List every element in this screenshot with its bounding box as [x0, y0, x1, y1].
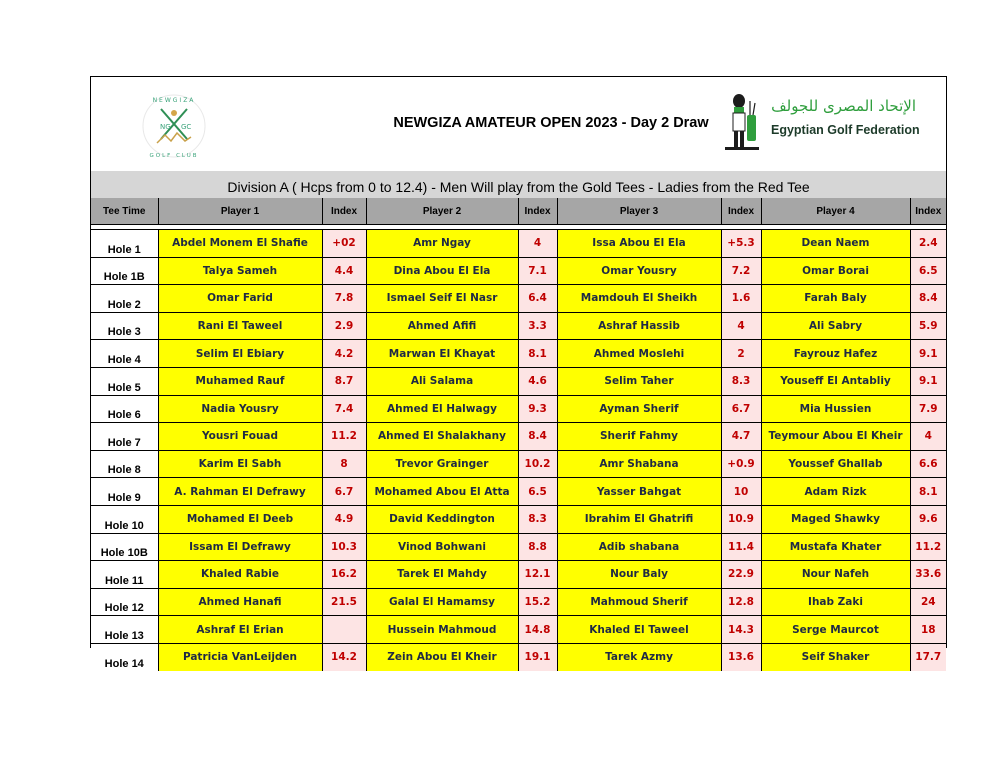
index-cell: 7.4 [322, 395, 366, 423]
player-cell: Issam El Defrawy [158, 533, 322, 561]
player-cell: Talya Sameh [158, 257, 322, 285]
player-cell: Khaled Rabie [158, 561, 322, 589]
index-cell: 8.3 [721, 367, 761, 395]
table-row [91, 257, 946, 285]
player-cell: Zein Abou El Kheir [366, 643, 518, 670]
player-cell: Nour Nafeh [761, 561, 910, 589]
tee-time-cell: Hole 10B [91, 533, 158, 561]
player-cell: Mohamed El Deeb [158, 505, 322, 533]
table-row [91, 450, 946, 478]
player-cell: Trevor Grainger [366, 450, 518, 478]
player-cell: Ashraf El Erian [158, 616, 322, 644]
index-cell: 8.3 [518, 505, 557, 533]
player-cell: Ashraf Hassib [557, 312, 721, 340]
draw-table [91, 198, 946, 671]
column-header: Index [910, 198, 946, 225]
player-cell: Youssef Ghallab [761, 450, 910, 478]
index-cell: 14.8 [518, 616, 557, 644]
index-cell: 16.2 [322, 561, 366, 589]
federation-name-english: Egyptian Golf Federation [771, 123, 920, 137]
player-cell: Muhamed Rauf [158, 367, 322, 395]
player-cell: Dean Naem [761, 230, 910, 258]
index-cell: 6.5 [518, 478, 557, 506]
player-cell: Omar Farid [158, 285, 322, 313]
index-cell: 10.9 [721, 505, 761, 533]
index-cell: 9.1 [910, 367, 946, 395]
player-cell: Maged Shawky [761, 505, 910, 533]
index-cell: 4.7 [721, 423, 761, 451]
player-cell: Ahmed Afifi [366, 312, 518, 340]
index-cell: 17.7 [910, 643, 946, 670]
player-cell: Galal El Hamamsy [366, 588, 518, 616]
index-cell: 8.1 [518, 340, 557, 368]
index-cell: 7.2 [721, 257, 761, 285]
player-cell: Ahmed Hanafi [158, 588, 322, 616]
index-cell: 4 [721, 312, 761, 340]
player-cell: Ayman Sherif [557, 395, 721, 423]
column-header: Player 4 [761, 198, 910, 225]
player-cell: Serge Maurcot [761, 616, 910, 644]
index-cell [322, 616, 366, 644]
index-cell: 4.2 [322, 340, 366, 368]
table-row [91, 423, 946, 451]
player-cell: Hussein Mahmoud [366, 616, 518, 644]
column-header: Player 3 [557, 198, 721, 225]
index-cell: 18 [910, 616, 946, 644]
index-cell: +5.3 [721, 230, 761, 258]
index-cell: 7.8 [322, 285, 366, 313]
player-cell: Khaled El Taweel [557, 616, 721, 644]
table-row [91, 395, 946, 423]
tee-time-cell: Hole 1 [91, 230, 158, 258]
player-cell: Ali Salama [366, 367, 518, 395]
index-cell: 33.6 [910, 561, 946, 589]
tee-time-cell: Hole 11 [91, 561, 158, 589]
index-cell: 12.1 [518, 561, 557, 589]
column-header: Index [518, 198, 557, 225]
player-cell: Yousri Fouad [158, 423, 322, 451]
player-cell: Ahmed El Halwagy [366, 395, 518, 423]
table-row [91, 478, 946, 506]
player-cell: Sherif Fahmy [557, 423, 721, 451]
index-cell: 9.6 [910, 505, 946, 533]
index-cell: +02 [322, 230, 366, 258]
index-cell: 5.9 [910, 312, 946, 340]
index-cell: 9.1 [910, 340, 946, 368]
column-header: Index [721, 198, 761, 225]
svg-text:GOLF CLUB: GOLF CLUB [149, 153, 199, 159]
tee-time-cell: Hole 13 [91, 616, 158, 644]
table-row [91, 616, 946, 644]
index-cell: 2.9 [322, 312, 366, 340]
player-cell: Tarek Azmy [557, 643, 721, 670]
player-cell: Patricia VanLeijden [158, 643, 322, 670]
division-banner: Division A ( Hcps from 0 to 12.4) - Men Will play from the Gold Tees - Ladies from the Red Tee [91, 171, 946, 199]
index-cell: 19.1 [518, 643, 557, 670]
tee-time-cell: Hole 7 [91, 423, 158, 451]
index-cell: 6.7 [721, 395, 761, 423]
table-row [91, 312, 946, 340]
index-cell: 24 [910, 588, 946, 616]
player-cell: Adam Rizk [761, 478, 910, 506]
table-row [91, 367, 946, 395]
egyptian-golf-federation-logo [719, 93, 919, 153]
index-cell: 6.5 [910, 257, 946, 285]
tee-time-cell: Hole 2 [91, 285, 158, 313]
table-body [91, 225, 946, 671]
player-cell: Adib shabana [557, 533, 721, 561]
pharaoh-golfer-icon [719, 93, 763, 151]
svg-text:NG: NG [160, 123, 171, 131]
player-cell: Fayrouz Hafez [761, 340, 910, 368]
index-cell: 11.2 [910, 533, 946, 561]
player-cell: Ibrahim El Ghatrifi [557, 505, 721, 533]
index-cell: 8.4 [518, 423, 557, 451]
player-cell: Issa Abou El Ela [557, 230, 721, 258]
player-cell: A. Rahman El Defrawy [158, 478, 322, 506]
index-cell: 11.2 [322, 423, 366, 451]
tee-time-cell: Hole 4 [91, 340, 158, 368]
index-cell: 8.1 [910, 478, 946, 506]
tee-time-cell: Hole 6 [91, 395, 158, 423]
tee-time-cell: Hole 10 [91, 505, 158, 533]
index-cell: 8.4 [910, 285, 946, 313]
player-cell: Abdel Monem El Shafie [158, 230, 322, 258]
tee-time-cell: Hole 1B [91, 257, 158, 285]
player-cell: Ismael Seif El Nasr [366, 285, 518, 313]
index-cell: 7.1 [518, 257, 557, 285]
player-cell: Teymour Abou El Kheir [761, 423, 910, 451]
federation-name-arabic: الإتحاد المصرى للجولف [771, 97, 916, 115]
index-cell: 1.6 [721, 285, 761, 313]
player-cell: Selim El Ebiary [158, 340, 322, 368]
player-cell: Mohamed Abou El Atta [366, 478, 518, 506]
index-cell: 22.9 [721, 561, 761, 589]
index-cell: +0.9 [721, 450, 761, 478]
player-cell: Ihab Zaki [761, 588, 910, 616]
index-cell: 13.6 [721, 643, 761, 670]
index-cell: 8.7 [322, 367, 366, 395]
index-cell: 3.3 [518, 312, 557, 340]
index-cell: 7.9 [910, 395, 946, 423]
player-cell: Marwan El Khayat [366, 340, 518, 368]
index-cell: 4.9 [322, 505, 366, 533]
index-cell: 8 [322, 450, 366, 478]
tee-time-cell: Hole 5 [91, 367, 158, 395]
player-cell: Nadia Yousry [158, 395, 322, 423]
player-cell: Ahmed Moslehi [557, 340, 721, 368]
player-cell: Karim El Sabh [158, 450, 322, 478]
player-cell: Dina Abou El Ela [366, 257, 518, 285]
player-cell: Mia Hussien [761, 395, 910, 423]
player-cell: Yasser Bahgat [557, 478, 721, 506]
index-cell: 4.6 [518, 367, 557, 395]
index-cell: 4.4 [322, 257, 366, 285]
index-cell: 8.8 [518, 533, 557, 561]
index-cell: 10.3 [322, 533, 366, 561]
column-header: Player 2 [366, 198, 518, 225]
player-cell: Rani El Taweel [158, 312, 322, 340]
column-header: Index [322, 198, 366, 225]
tee-time-cell: Hole 9 [91, 478, 158, 506]
table-row [91, 505, 946, 533]
table-row [91, 561, 946, 589]
tee-time-cell: Hole 3 [91, 312, 158, 340]
index-cell: 4 [910, 423, 946, 451]
index-cell: 2 [721, 340, 761, 368]
player-cell: Mahmoud Sherif [557, 588, 721, 616]
index-cell: 9.3 [518, 395, 557, 423]
player-cell: Omar Borai [761, 257, 910, 285]
column-header: Player 1 [158, 198, 322, 225]
index-cell: 21.5 [322, 588, 366, 616]
table-row [91, 588, 946, 616]
tee-time-cell: Hole 8 [91, 450, 158, 478]
index-cell: 6.7 [322, 478, 366, 506]
player-cell: Ali Sabry [761, 312, 910, 340]
player-cell: David Keddington [366, 505, 518, 533]
index-cell: 2.4 [910, 230, 946, 258]
player-cell: Nour Baly [557, 561, 721, 589]
tee-time-cell: Hole 12 [91, 588, 158, 616]
player-cell: Youseff El Antabliy [761, 367, 910, 395]
table-row [91, 643, 946, 670]
player-cell: Mustafa Khater [761, 533, 910, 561]
tee-time-cell: Hole 14 [91, 643, 158, 670]
svg-text:GC: GC [181, 123, 192, 131]
header-banner [91, 77, 946, 172]
table-row [91, 230, 946, 258]
draw-sheet [90, 76, 947, 670]
table-row [91, 533, 946, 561]
table-row [91, 285, 946, 313]
svg-text:NEWGIZA: NEWGIZA [152, 97, 196, 104]
player-cell: Mamdouh El Sheikh [557, 285, 721, 313]
index-cell: 14.2 [322, 643, 366, 670]
player-cell: Ahmed El Shalakhany [366, 423, 518, 451]
index-cell: 12.8 [721, 588, 761, 616]
player-cell: Tarek El Mahdy [366, 561, 518, 589]
player-cell: Amr Ngay [366, 230, 518, 258]
index-cell: 14.3 [721, 616, 761, 644]
player-cell: Selim Taher [557, 367, 721, 395]
index-cell: 15.2 [518, 588, 557, 616]
index-cell: 4 [518, 230, 557, 258]
table-row [91, 340, 946, 368]
index-cell: 6.4 [518, 285, 557, 313]
player-cell: Vinod Bohwani [366, 533, 518, 561]
player-cell: Farah Baly [761, 285, 910, 313]
page-title: NEWGIZA AMATEUR OPEN 2023 - Day 2 Draw [393, 115, 709, 131]
index-cell: 10.2 [518, 450, 557, 478]
index-cell: 10 [721, 478, 761, 506]
column-header: Tee Time [91, 198, 158, 225]
table-header-row [91, 198, 946, 225]
index-cell: 6.6 [910, 450, 946, 478]
player-cell: Omar Yousry [557, 257, 721, 285]
player-cell: Amr Shabana [557, 450, 721, 478]
index-cell: 11.4 [721, 533, 761, 561]
player-cell: Seif Shaker [761, 643, 910, 670]
